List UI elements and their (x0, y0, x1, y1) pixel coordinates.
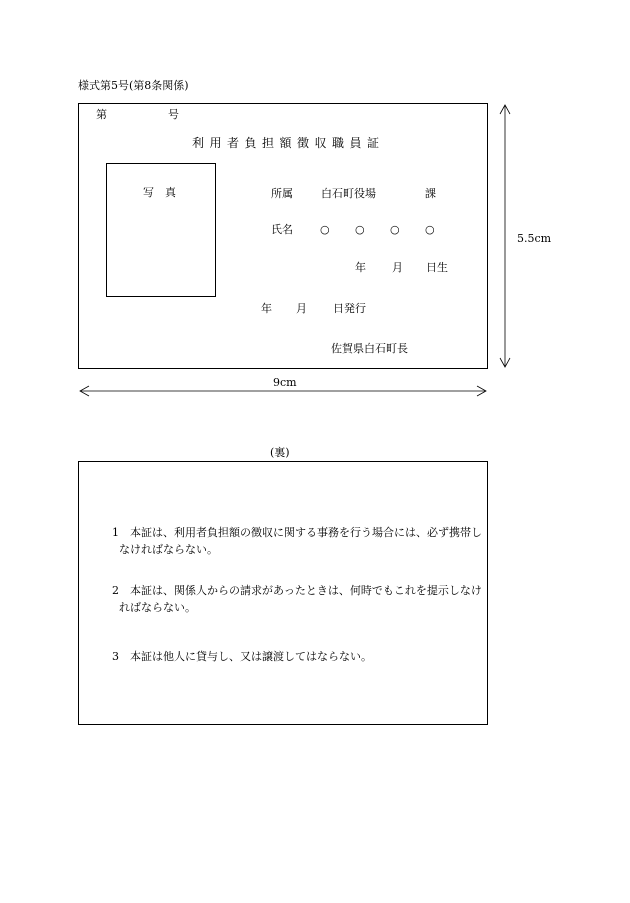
height-dimension-label: 5.5cm (517, 232, 552, 245)
birth-day: 日生 (426, 261, 448, 274)
height-arrow-top-head (500, 105, 510, 114)
back-item-2: 2 本証は、関係人からの請求があったときは、何時でもこれを提示しなければならない。 (112, 584, 482, 614)
width-dimension-label: 9cm (273, 376, 297, 389)
issuer: 佐賀県白石町長 (331, 342, 408, 355)
birth-year: 年 (355, 261, 366, 274)
issue-year: 年 (261, 302, 272, 315)
name-placeholder-4: ○ (425, 223, 435, 236)
back-heading: (裏) (270, 446, 290, 459)
form-label: 様式第5号(第8条関係) (78, 79, 189, 92)
back-item-3: 3 本証は他人に貸与し、又は譲渡してはならない。 (112, 650, 372, 663)
card-number-suffix: 号 (168, 108, 179, 121)
name-placeholder-2: ○ (355, 223, 365, 236)
birth-month: 月 (392, 261, 403, 274)
photo-label: 写 真 (143, 186, 176, 199)
name-label: 氏名 (271, 223, 293, 236)
affiliation-label: 所属 (271, 187, 293, 200)
back-item-1: 1 本証は、利用者負担額の徴収に関する事務を行う場合には、必ず携帯しなければならない。 (112, 526, 482, 556)
issue-day: 日発行 (333, 302, 366, 315)
width-arrow-right-head (477, 386, 486, 396)
affiliation-value: 白石町役場 (321, 187, 376, 200)
section-suffix: 課 (425, 187, 436, 200)
card-title: 利用者負担額徴収職員証 (192, 136, 385, 150)
issue-month: 月 (296, 302, 307, 315)
name-placeholder-1: ○ (320, 223, 330, 236)
card-number-prefix: 第 (96, 108, 107, 121)
width-arrow-left-head (80, 386, 89, 396)
photo-box (106, 163, 216, 297)
height-arrow-bottom-head (500, 358, 510, 367)
name-placeholder-3: ○ (390, 223, 400, 236)
